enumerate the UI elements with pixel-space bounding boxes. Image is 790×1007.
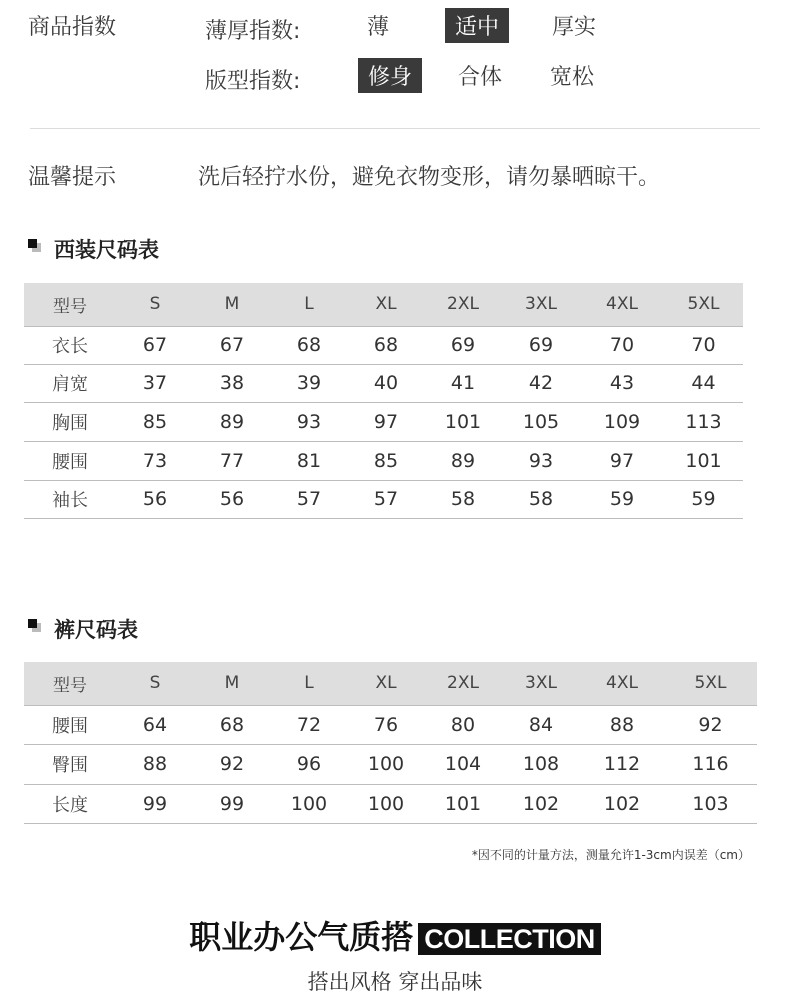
table-cell: 92 [664, 705, 757, 744]
col-header: XL [348, 662, 424, 705]
row-label: 胸围 [24, 402, 116, 441]
footer-subtitle: 搭出风格 穿出品味 [307, 970, 483, 994]
table-cell: 102 [502, 784, 580, 823]
suit-table-title: 西装尺码表 [54, 238, 159, 262]
table-cell: 96 [270, 744, 348, 784]
table-cell: 69 [424, 326, 502, 364]
table-cell: 59 [580, 480, 664, 518]
row-label: 臀围 [24, 744, 116, 784]
fit-option-regular: 合体 [458, 65, 503, 90]
table-cell: 89 [424, 441, 502, 480]
pants-size-table [24, 662, 757, 824]
table-cell: 102 [580, 784, 664, 823]
table-cell: 99 [116, 784, 194, 823]
table-cell: 105 [502, 402, 580, 441]
table-cell: 101 [424, 402, 502, 441]
table-cell: 103 [664, 784, 757, 823]
table-cell: 85 [116, 402, 194, 441]
col-header: 型号 [24, 662, 116, 705]
product-index-label: 商品指数 [28, 15, 117, 40]
table-cell: 84 [502, 705, 580, 744]
table-cell: 97 [580, 441, 664, 480]
table-cell: 57 [270, 480, 348, 518]
table-cell: 57 [348, 480, 424, 518]
tips-label: 温馨提示 [28, 165, 117, 190]
table-cell: 92 [194, 744, 270, 784]
table-cell: 89 [194, 402, 270, 441]
table-row [24, 326, 743, 364]
measurement-note: *因不同的计量方法，测量允许1-3cm内误差（cm） [471, 848, 750, 862]
table-cell: 97 [348, 402, 424, 441]
col-header: 4XL [580, 662, 664, 705]
table-cell: 69 [502, 326, 580, 364]
col-header: 2XL [424, 662, 502, 705]
table-row [24, 402, 743, 441]
col-header: M [194, 283, 270, 326]
table-cell: 77 [194, 441, 270, 480]
col-header: L [270, 662, 348, 705]
table-cell: 109 [580, 402, 664, 441]
table-cell: 68 [348, 326, 424, 364]
table-cell: 73 [116, 441, 194, 480]
table-cell: 112 [580, 744, 664, 784]
col-header: 3XL [502, 283, 580, 326]
thickness-option-medium-selected: 适中 [445, 8, 509, 43]
table-cell: 101 [664, 441, 743, 480]
table-cell: 39 [270, 364, 348, 402]
table-cell: 37 [116, 364, 194, 402]
table-cell: 42 [502, 364, 580, 402]
table-cell: 100 [348, 784, 424, 823]
table-cell: 93 [502, 441, 580, 480]
table-cell: 72 [270, 705, 348, 744]
fit-option-loose: 宽松 [550, 65, 595, 90]
col-header: 5XL [664, 283, 743, 326]
table-cell: 88 [580, 705, 664, 744]
table-row [24, 784, 757, 823]
pants-table-title: 裤尺码表 [54, 618, 138, 642]
footer-title: 职业办公气质搭 [189, 918, 414, 956]
collection-badge: COLLECTION [418, 923, 601, 955]
row-label: 肩宽 [24, 364, 116, 402]
table-row [24, 744, 757, 784]
table-cell: 81 [270, 441, 348, 480]
table-cell: 85 [348, 441, 424, 480]
row-label: 腰围 [24, 705, 116, 744]
table-cell: 56 [116, 480, 194, 518]
col-header: S [116, 283, 194, 326]
table-cell: 93 [270, 402, 348, 441]
divider [30, 128, 760, 129]
col-header: S [116, 662, 194, 705]
table-cell: 59 [664, 480, 743, 518]
table-cell: 70 [580, 326, 664, 364]
table-cell: 43 [580, 364, 664, 402]
col-header: L [270, 283, 348, 326]
fit-label: 版型指数: [205, 69, 301, 94]
table-row [24, 480, 743, 518]
table-cell: 101 [424, 784, 502, 823]
table-cell: 40 [348, 364, 424, 402]
col-header: 5XL [664, 662, 757, 705]
tips-text: 洗后轻拧水份，避免衣物变形，请勿暴晒晾干。 [198, 165, 661, 190]
table-row [24, 705, 757, 744]
table-cell: 99 [194, 784, 270, 823]
table-row [24, 441, 743, 480]
col-header: 型号 [24, 283, 116, 326]
col-header: 4XL [580, 283, 664, 326]
row-label: 袖长 [24, 480, 116, 518]
table-cell: 58 [502, 480, 580, 518]
table-cell: 70 [664, 326, 743, 364]
table-cell: 56 [194, 480, 270, 518]
thickness-option-thick: 厚实 [552, 15, 597, 40]
table-cell: 104 [424, 744, 502, 784]
table-cell: 88 [116, 744, 194, 784]
thickness-option-thin: 薄 [367, 15, 390, 40]
suit-size-table [24, 283, 743, 519]
table-cell: 68 [270, 326, 348, 364]
section-bullet-icon [28, 619, 37, 628]
table-cell: 68 [194, 705, 270, 744]
table-cell: 44 [664, 364, 743, 402]
table-cell: 76 [348, 705, 424, 744]
table-cell: 80 [424, 705, 502, 744]
table-cell: 100 [270, 784, 348, 823]
table-cell: 41 [424, 364, 502, 402]
table-cell: 67 [194, 326, 270, 364]
section-bullet-icon [28, 239, 37, 248]
table-cell: 108 [502, 744, 580, 784]
fit-option-slim-selected: 修身 [358, 58, 422, 93]
col-header: 3XL [502, 662, 580, 705]
col-header: XL [348, 283, 424, 326]
col-header: 2XL [424, 283, 502, 326]
col-header: M [194, 662, 270, 705]
row-label: 腰围 [24, 441, 116, 480]
table-row [24, 364, 743, 402]
table-cell: 113 [664, 402, 743, 441]
table-cell: 116 [664, 744, 757, 784]
row-label: 衣长 [24, 326, 116, 364]
table-cell: 38 [194, 364, 270, 402]
thickness-label: 薄厚指数: [205, 19, 301, 44]
table-cell: 67 [116, 326, 194, 364]
table-cell: 100 [348, 744, 424, 784]
footer-heading [0, 912, 790, 958]
table-cell: 58 [424, 480, 502, 518]
table-cell: 64 [116, 705, 194, 744]
row-label: 长度 [24, 784, 116, 823]
